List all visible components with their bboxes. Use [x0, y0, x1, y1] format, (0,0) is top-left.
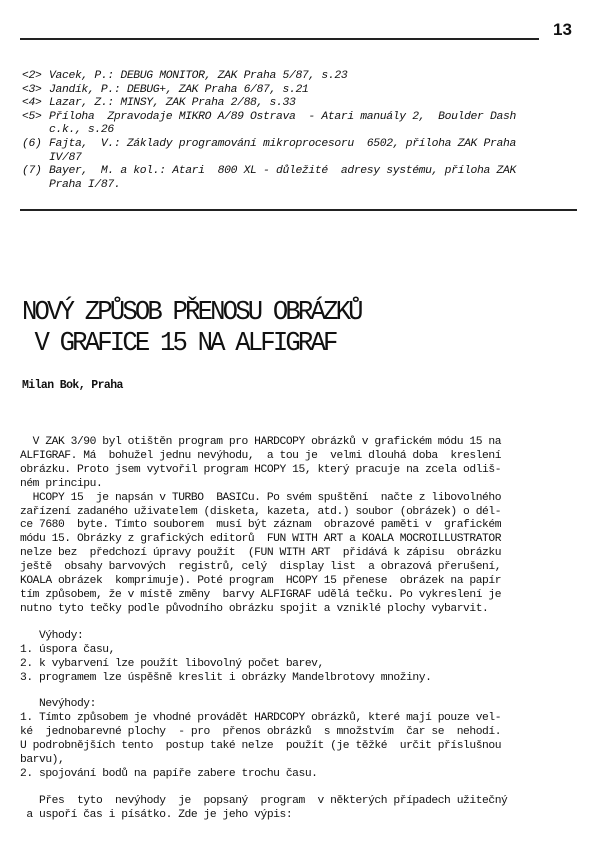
advantages-heading: Výhody: — [20, 629, 84, 642]
disadvantages-heading: Nevýhody: — [20, 698, 96, 711]
reference-item — [22, 70, 582, 84]
text-line: a uspoří čas i písátko. Zde je jeho výpis: — [20, 808, 293, 821]
list-item: ké jednobarevné plochy - pro přenos obrázků s množstvím čar se nehodí. — [20, 726, 502, 739]
references-rule — [20, 209, 577, 211]
reference-number: (6) — [22, 137, 42, 150]
text-line: obrázku. Proto jsem vytvořil program HCOPY 15, který pracuje na zcela odliš- — [20, 463, 502, 476]
reference-item — [22, 97, 582, 111]
text-line: Přes tyto nevýhody je popsaný program v některých případech užitečný — [20, 794, 508, 807]
text-line: zařízení zadaného uživatelem (disketa, kazeta, atd.) soubor (obrázek) o dél- — [20, 505, 502, 518]
title-line: NOVÝ ZPŮSOB PŘENOSU OBRÁZKŮ — [22, 298, 361, 328]
list-item: 2. k vybarvení lze použít libovolný počet barev, — [20, 657, 324, 670]
article-author: Milan Bok, Praha — [22, 379, 123, 392]
references-list — [22, 70, 582, 192]
list-item: barvu), — [20, 754, 65, 767]
text-line: ALFIGRAF. Má bohužel jednu nevýhodu, a tou je velmi dlouhá doba kreslení — [20, 449, 502, 462]
reference-number: <5> — [22, 110, 42, 123]
reference-number: <3> — [22, 83, 42, 96]
reference-number: (7) — [22, 165, 42, 178]
reference-text: Lazar, Z.: MINSY, ZAK Praha 2/88, s.33 — [49, 97, 296, 110]
reference-number: <4> — [22, 97, 42, 110]
header-rule — [20, 38, 539, 40]
advantages-section — [20, 630, 580, 686]
reference-item — [22, 138, 582, 165]
paragraph-intro — [20, 436, 580, 492]
reference-item — [22, 165, 582, 192]
article-title — [22, 298, 554, 360]
list-item: 3. programem lze úspěšně kreslit i obrázky Mandelbrotovy množiny. — [20, 671, 432, 684]
list-item: 1. Tímto způsobem je vhodné provádět HARDCOPY obrázků, které mají pouze vel- — [20, 712, 502, 725]
reference-text: Bayer, M. a kol.: Atari 800 XL - důležité adresy systému, příloha ZAK Praha I/87. — [49, 165, 516, 191]
text-line: KOALA obrázek komprimuje). Poté program HCOPY 15 přenese obrázek na papír — [20, 575, 502, 588]
text-line: módu 15. Obrázky z grafických editorů FUN WITH ART a KOALA MOCROILLUSTRATOR — [20, 533, 502, 546]
text-line: nutno tyto tečky podle původního obrázku spojit a vzniklé plochy vybarvit. — [20, 602, 489, 615]
spacer — [20, 782, 580, 795]
reference-text: Vacek, P.: DEBUG MONITOR, ZAK Praha 5/87, s.23 — [49, 70, 348, 82]
reference-text: Fajta, V.: Základy programování mikroprocesoru 6502, příloha ZAK Praha IV/87 — [49, 137, 516, 164]
reference-number: <2> — [22, 70, 42, 82]
reference-text: Jandík, P.: DEBUG+, ZAK Praha 6/87, s.21 — [49, 83, 309, 96]
spacer — [20, 617, 580, 630]
disadvantages-section — [20, 698, 580, 781]
page-number: 13 — [553, 20, 572, 39]
text-line: ném principu. — [20, 477, 103, 490]
text-line: V ZAK 3/90 byl otištěn program pro HARDCOPY obrázků v grafickém módu 15 na — [20, 436, 502, 448]
reference-text: Příloha Zpravodaje MIKRO A/89 Ostrava - Atari manuály 2, Boulder Dash c.k., s.26 — [49, 110, 516, 137]
text-line: nelze bez předchozí úpravy použít (FUN WITH ART přidává k zápisu obrázku — [20, 547, 502, 560]
list-item: U podrobnějších tento postup také nelze použít (je těžké určit příslušnou — [20, 740, 502, 753]
list-item: 2. spojování bodů na papíře zabere trochu času. — [20, 767, 318, 780]
text-line: HCOPY 15 je napsán v TURBO BASICu. Po svém spuštění načte z libovolného — [20, 491, 502, 504]
text-line: ještě obsahy barvových registrů, celý display list a obrazová přerušení, — [20, 561, 502, 574]
reference-item — [22, 111, 582, 138]
paragraph-description — [20, 492, 580, 617]
title-line: V GRAFICE 15 NA ALFIGRAF — [22, 329, 336, 359]
text-line: tím způsobem, že v místě změny barvy ALFIGRAF udělá tečku. Po vykreslení je — [20, 588, 502, 601]
spacer — [20, 685, 580, 698]
text-line: ce 7680 byte. Tímto souborem musí být záznam obrazové paměti v grafickém — [20, 519, 502, 532]
article-body — [20, 436, 580, 823]
reference-item — [22, 84, 582, 98]
list-item: 1. úspora času, — [20, 643, 115, 656]
paragraph-closing — [20, 795, 580, 823]
